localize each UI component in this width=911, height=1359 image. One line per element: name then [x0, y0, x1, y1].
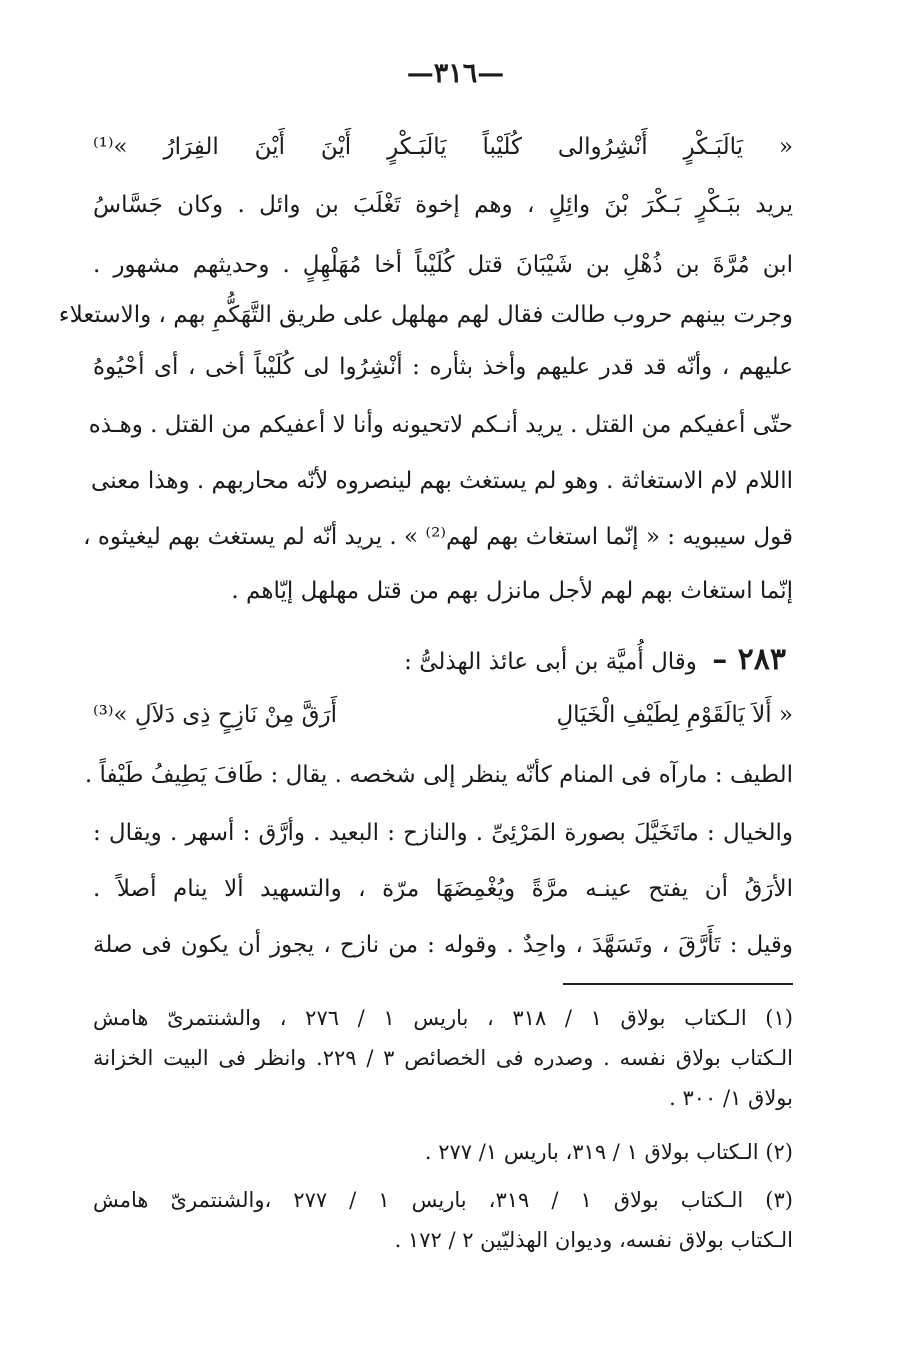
footnote-separator [563, 983, 793, 985]
entry-intro: وقال أُميَّة بن أبى عائذ الهذلىُّ : [404, 649, 697, 675]
text-line: وجرت بينهم حروب طالت فقال لهم مهلهل على طريق التَّهَكُّمِ بهم ، والاستعلاء [58, 302, 793, 328]
verse-hemistich-second: أَرَقَّ مِنْ نَازِحٍ ذِى دَلاَلِ »⁽³⁾ [93, 702, 338, 728]
text-line: حتّى أعفيكم من القتل . يريد أنـكم لاتحيونه وأنا لا أعفيكم من القتل . وهـذه [88, 412, 793, 438]
text-line: عليهم ، وأنّه قد قدر عليهم وأخذ بثأره : أنْشِرُوا لى كُلَيْباً أخى ، أى أحْيُوهُ [93, 354, 793, 380]
verse-line [93, 700, 793, 730]
text-line: الأرَقُ أن يفتح عينـه مرَّةً ويُغْمِضَهَا مرّة ، والتسهيد ألا ينام أصلاً . [93, 876, 793, 902]
entry-heading [126, 642, 786, 677]
verse-hemistich-first: « أَلاَ يَالَقَوْمِ لِطَيْفِ الْخَيَالِ [556, 702, 793, 728]
footnote-line: (٣) الـكتاب بولاق ١ / ٣١٩، باريس ١ / ٢٧٧ ،والشنتمرىّ هامش [93, 1188, 793, 1212]
text-line: قول سيبويه : « إنّما استغاث بهم لهم⁽²⁾ » . يريد أنّه لم يستغث بهم ليغيثوه ، [83, 524, 793, 550]
text-line: ابن مُرَّةَ بن ذُهْلِ بن شَيْبَانَ قتل كُلَيْباً أخا مُهَلْهِلٍ . وحديثهم مشهور . [93, 252, 793, 278]
verse-line: « يَالَبَـكْرٍ أَنْشِرُوالى كُلَيْباً يَالَبَـكْرٍ أَيْنَ أَيْنَ الفِرَارُ »⁽¹⁾ [93, 134, 793, 160]
entry-number: ٢٨٣ – [712, 642, 786, 677]
footnote-line: بولاق ١/ ٣٠٠ . [669, 1086, 793, 1110]
text-line: إنّما استغاث بهم لهم لأجل مانزل بهم من قتل مهلهل إيّاهم . [231, 578, 793, 604]
page-number: —٣١٦— [406, 58, 505, 89]
footnote-line: (١) الـكتاب بولاق ١ / ٣١٨ ، باريس ١ / ٢٧٦ ، والشنتمرىّ هامش [93, 1006, 793, 1030]
text-line: الطيف : مارآه فى المنام كأنّه ينظر إلى شخصه . يقال : طَافَ يَطِيفُ طَيْفاً . [84, 762, 793, 788]
text-line: يريد ببَـكْرٍ بَـكْرَ بْنَ وائِلٍ ، وهم إخوة تَغْلَبَ بن وائل . وكان جَسَّاسُ [93, 192, 793, 218]
footnote-line: الـكتاب بولاق نفسه، وديوان الهذليّين ٢ / ١٧٢ . [394, 1228, 793, 1252]
footnote-line: الـكتاب بولاق نفسه . وصدره فى الخصائص ٣ / ٢٢٩. وانظر فى البيت الخزانة [93, 1046, 793, 1070]
text-line: والخيال : ماتَخَيَّلَ بصورة المَرْئِىِّ . والنازح : البعيد . وأرَّق : أسهر . ويقال : [93, 820, 793, 846]
text-line: وقيل : تَأَرَّقَ ، وتَسَهَّدَ ، واحِدٌ . وقوله : من نازح ، يجوز أن يكون فى صلة [93, 932, 793, 958]
text-line: االلام لام الاستغاثة . وهو لم يستغث بهم لينصروه لأنّه محاربهم . وهذا معنى [91, 468, 793, 494]
footnote-line: (٢) الـكتاب بولاق ١ / ٣١٩، باريس ١/ ٢٧٧ . [424, 1140, 793, 1164]
